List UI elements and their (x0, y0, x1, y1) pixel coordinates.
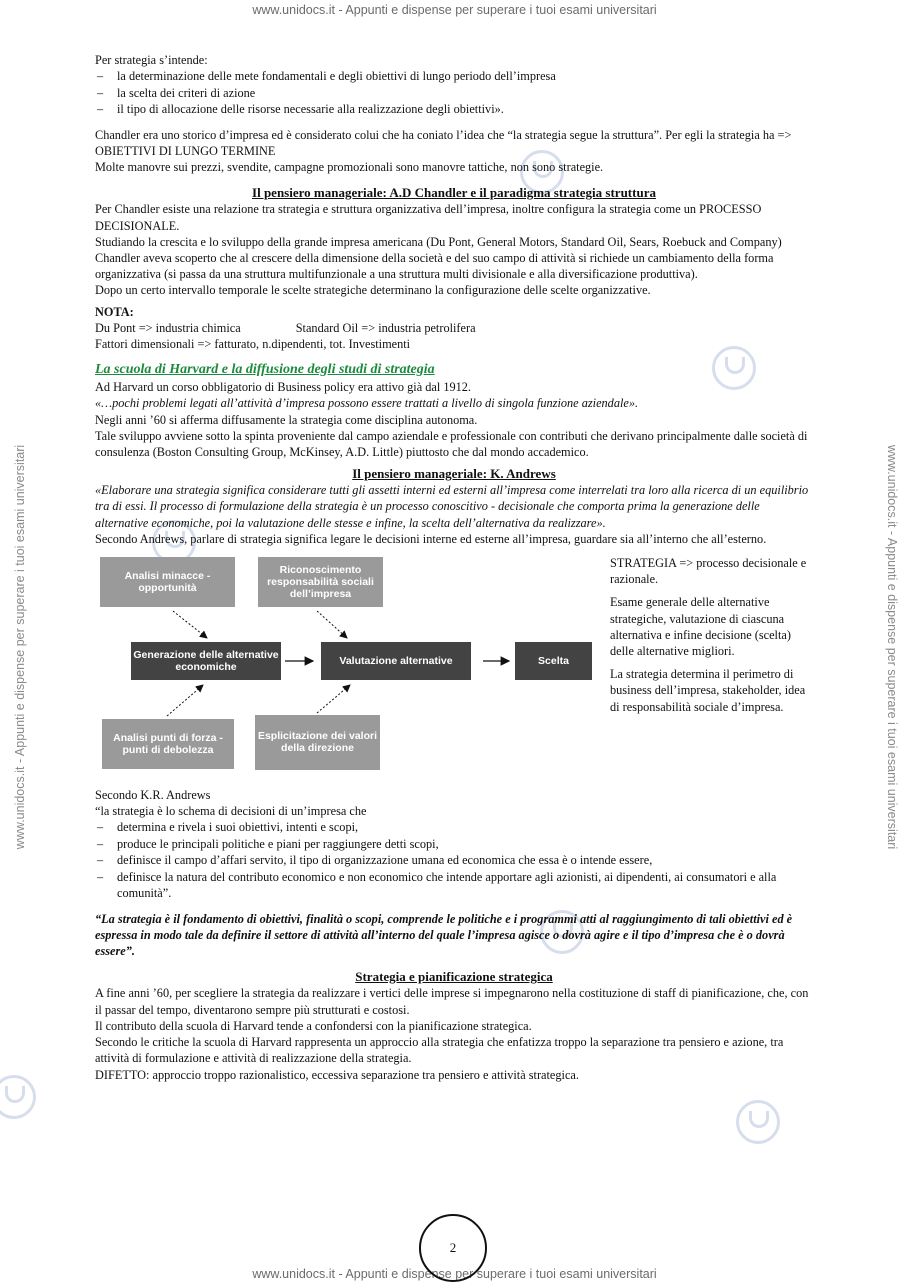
section-heading: Il pensiero manageriale: A.D Chandler e il paradigma strategia struttura (252, 185, 656, 201)
section-heading: Strategia e pianificazione strategica (355, 969, 553, 985)
diagram-box-analisi: Analisi minacce - opportunità (100, 557, 235, 607)
diagram-box-punti: Analisi punti di forza -punti di debolezza (102, 719, 234, 769)
paragraph: A fine anni ’60, per scegliere la strategia da realizzare i vertici delle imprese si impegnarono nella costituzione di staff di pianificazione, che, con il passar del tempo, diventarono sempre più strutturati e costosi. (95, 986, 809, 1017)
list-item: – produce le principali politiche e piani per raggiungere detti scopi, (95, 836, 813, 853)
diagram-arrows (95, 555, 605, 787)
paragraph: Dopo un certo intervallo temporale le scelte strategiche determinano la configurazione delle scelte organizzative. (95, 283, 651, 298)
arrow-esplicitazione-valutazione (317, 685, 350, 713)
nota-item: Standard Oil => industria petrolifera (295, 320, 476, 335)
list-item: – il tipo di allocazione delle risorse necessarie alla realizzazione degli obiettivi». (95, 101, 813, 118)
diagram-box-valutazione: Valutazione alternative (321, 642, 471, 680)
paragraph: Chandler era uno storico d’impresa ed è considerato colui che ha coniato l’idea che “la strategia segue la struttura”. Per egli la strategia ha => OBIETTIVI DI LUNGO TERMINE (95, 127, 792, 158)
diagram-notes (610, 555, 815, 722)
section-heading-link[interactable]: La scuola di Harvard e la diffusione degli studi di strategia (95, 362, 435, 378)
strategy-diagram (95, 555, 813, 787)
list-item: – definisce il campo d’affari servito, il tipo di organizzazione umana ed economica che essa è o intende essere, (95, 852, 813, 869)
paragraph: Per Chandler esiste una relazione tra strategia e struttura organizzativa dell’impresa, inoltre configura la strategia come un PROCESSO DECISIONALE. (95, 202, 762, 233)
arrow-punti-generazione (167, 685, 203, 716)
quote: «Elaborare una strategia significa considerare tutti gli assetti interni ed esterni all’impresa come interrelati tra loro alla ricerca di un equilibrio tra di essi. Il processo di formulazione della strategia è un processo conoscitivo - decisionale che comporta prima la generazione delle alternative economiche, poi la valutazione delle stesse e infine, la scelta dell’alternativa da realizzare». (95, 483, 809, 530)
diagram-box-scelta: Scelta (515, 642, 592, 680)
page-number: 2 (419, 1214, 487, 1282)
diagram-note: La strategia determina il perimetro di business dell’impresa, stakeholder, idea di responsabilità sociale d’impresa. (610, 667, 806, 714)
list-item: – la determinazione delle mete fondamentali e degli obiettivi di lungo periodo dell’impresa (95, 68, 813, 85)
paragraph: «…pochi problemi legati all’attività d’impresa possono essere trattati a livello di singola funzione aziendale». (95, 396, 639, 411)
right-side-watermark: www.unidocs.it - Appunti e dispense per superare i tuoi esami universitari (885, 444, 899, 850)
bottom-banner: www.unidocs.it - Appunti e dispense per superare i tuoi esami universitari (252, 1267, 657, 1281)
paragraph: Secondo le critiche la scuola di Harvard rappresenta un approccio alla strategia che enfatizza troppo la separazione tra pensiero e azione, tra attività di formulazione e attività di realizzazione della strategia. (95, 1035, 784, 1066)
paragraph: Secondo Andrews, parlare di strategia significa legare le decisioni interne ed esterne all’impresa, guardare sia all’interno che all’esterno. (95, 531, 767, 546)
nota-item: Du Pont => industria chimica (95, 320, 241, 335)
section-heading: Il pensiero manageriale: K. Andrews (352, 466, 556, 482)
list-item: – determina e rivela i suoi obiettivi, intenti e scopi, (95, 819, 813, 836)
paragraph: Negli anni ’60 si afferma diffusamente la strategia come disciplina autonoma. (95, 412, 478, 427)
diagram-note: STRATEGIA => processo decisionale e razionale. (610, 555, 807, 587)
watermark-logo-icon (736, 1100, 780, 1144)
paragraph: Il contributo della scuola di Harvard tende a confondersi con la pianificazione strategica. (95, 1018, 532, 1033)
arrow-riconoscimento-valutazione (317, 611, 347, 638)
left-side-watermark: www.unidocs.it - Appunti e dispense per superare i tuoi esami universitari (13, 444, 27, 850)
diagram-box-riconoscimento: Riconoscimento responsabilità sociali dell’impresa (258, 557, 383, 607)
quote: “La strategia è il fondamento di obiettivi, finalità o scopi, comprende le politiche e i programmi atti al raggiungimento di tali obiettivi ed è espressa in modo tale da definire il settore di attività all’interno del quale l’impresa agisce o dovrà agire e il tipo d’impresa che è o dovrà essere”. (95, 911, 793, 959)
paragraph: Molte manovre sui prezzi, svendite, campagne promozionali sono manovre tattiche, non sono strategie. (95, 160, 604, 175)
diagram-note: Esame generale delle alternative strategiche, valutazione di ciascuna alternativa e infine decisione (scelta) delle alternative migliori. (610, 595, 791, 658)
kr-list (95, 819, 813, 902)
diagram-box-generazione: Generazione delle alternative economiche (131, 642, 281, 680)
paragraph: Tale sviluppo avviene sotto la spinta proveniente dal campo aziendale e professionale con contributi che derivano principalmente dalle società di consulenza (Boston Consulting Group, McKinsey, A.D. Little) piuttosto che dal mondo accademico. (95, 428, 808, 459)
nota-line (95, 320, 813, 336)
intro-line: Per strategia s’intende: (95, 53, 208, 67)
paragraph: Secondo K.R. Andrews (95, 787, 211, 802)
diagram-box-esplicitazione: Esplicitazione dei valori della direzione (255, 715, 380, 770)
nota-line: Fattori dimensionali => fatturato, n.dipendenti, tot. Investimenti (95, 336, 411, 351)
top-banner: www.unidocs.it - Appunti e dispense per superare i tuoi esami universitari (252, 3, 657, 17)
list-item: – la scelta dei criteri di azione (95, 85, 813, 102)
watermark-logo-icon (0, 1075, 36, 1119)
nota-label: NOTA: (95, 304, 134, 319)
paragraph: DIFETTO: approccio troppo razionalistico, eccessiva separazione tra pensiero e attività strategica. (95, 1067, 579, 1082)
list-item: – definisce la natura del contributo economico e non economico che intende apportare agli azionisti, ai dipendenti, ai consumatori e alla comunità”. (95, 869, 813, 902)
paragraph: Ad Harvard un corso obbligatorio di Business policy era attivo già dal 1912. (95, 380, 472, 395)
document-body (95, 52, 813, 1083)
arrow-analisi-generazione (173, 611, 207, 638)
paragraph: “la strategia è lo schema di decisioni di un’impresa che (95, 804, 367, 819)
paragraph: Studiando la crescita e lo sviluppo della grande impresa americana (Du Pont, General Motors, Standard Oil, Sears, Roebuck and Company) Chandler aveva scoperto che al crescere della dimensione della società e del suo campo di attività si richiede un cambiamento della forma organizzativa (si passa da una struttura multifunzionale a una struttura multi divisionale e alla diversificazione produttiva). (95, 234, 782, 282)
intro-list (95, 68, 813, 118)
